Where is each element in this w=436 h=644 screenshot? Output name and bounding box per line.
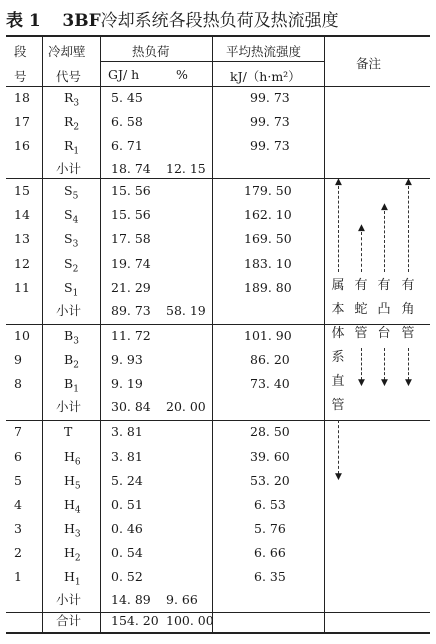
row-wall-code: $H_2$ [64,545,81,564]
row-wall-code-subscript: 3 [73,98,80,109]
arrow-up-icon: ▲ [358,223,365,233]
row-heat-flux: 101. 90 [244,328,292,343]
row-wall-code: $B_2$ [64,352,79,371]
row-heat-load-gj: 15. 56 [111,207,151,222]
col-divider-2 [100,36,101,632]
row-wall-code: $H_4$ [64,497,81,516]
remark-char: 直 [331,374,345,389]
row-heat-load-gj: 89. 73 [111,303,151,318]
row-wall-code: 小计 [56,161,82,176]
row-heat-flux: 73. 40 [250,376,290,391]
header-no-bottom: 号 [14,69,27,84]
row-heat-load-gj: 0. 51 [111,497,143,512]
row-heat-load-gj: 6. 71 [111,138,143,153]
arrow-down-icon: ▼ [405,378,412,388]
row-heat-load-pct: 20. 00 [166,399,206,414]
row-heat-flux: 169. 50 [244,231,292,246]
row-heat-load-gj: 17. 58 [111,231,151,246]
row-heat-flux: 162. 10 [244,207,292,222]
row-wall-code-subscript: 1 [74,577,81,588]
row-wall-code: $H_6$ [64,449,81,468]
row-wall-code: T [64,424,73,439]
row-segment-no: 17 [14,114,30,129]
row-heat-flux: 183. 10 [244,256,292,271]
row-heat-load-pct: 100. 00 [166,613,214,628]
group-rule-1 [6,178,430,179]
row-heat-load-gj: 5. 24 [111,473,143,488]
row-heat-load-gj: 0. 52 [111,569,143,584]
row-heat-load-gj: 14. 89 [111,592,151,607]
remark-char: 有 [354,278,368,293]
header-load: 热负荷 [132,44,170,59]
remark-char: 属 [331,278,345,293]
remark-char: 角 [401,302,415,317]
row-segment-no: 18 [14,90,30,105]
row-heat-flux: 189. 80 [244,280,292,295]
row-heat-load-gj: 30. 84 [111,399,151,414]
row-wall-code-subscript: 4 [74,505,81,516]
row-wall-code: 小计 [56,399,82,414]
row-wall-code: $B_1$ [64,376,79,395]
bottom-rule [6,632,430,634]
row-wall-code: $R_3$ [64,90,80,109]
row-wall-code: $H_3$ [64,521,81,540]
remark-char: 体 [331,326,345,341]
arrow-down-icon: ▼ [358,378,365,388]
row-heat-load-gj: 3. 81 [111,424,143,439]
row-segment-no: 11 [14,280,30,295]
header-wall-top: 冷却壁 [48,44,86,59]
row-heat-flux: 5. 76 [254,521,286,536]
header-remark: 备注 [356,56,382,71]
remark-char: 蛇 [354,302,368,317]
row-wall-code-subscript: 1 [73,146,80,157]
row-segment-no: 10 [14,328,30,343]
row-heat-flux: 179. 50 [244,183,292,198]
header-bottom-rule [6,86,430,87]
row-segment-no: 12 [14,256,30,271]
header-flux: 平均热流强度 [226,44,302,59]
row-wall-code-subscript: 5 [74,481,81,492]
row-wall-code-subscript: 2 [74,553,81,564]
row-wall-code: $R_2$ [64,114,80,133]
remark-char: 有 [401,278,415,293]
row-wall-code: $B_3$ [64,328,79,347]
row-wall-code: $H_5$ [64,473,81,492]
header-no-top: 段 [14,44,27,59]
row-segment-no: 6 [14,449,22,464]
row-heat-load-gj: 11. 72 [111,328,151,343]
row-wall-code-subscript: 5 [72,191,79,202]
row-heat-load-gj: 0. 54 [111,545,143,560]
header-flux-unit: kJ/（h·m²） [230,69,301,84]
row-wall-code-subscript: 3 [74,529,81,540]
row-heat-load-gj: 3. 81 [111,449,143,464]
row-heat-flux: 6. 53 [254,497,286,512]
title-text: 冷却系统各段热负荷及热流强度 [100,11,339,31]
row-wall-code-subscript: 2 [72,264,79,275]
row-heat-load-gj: 5. 45 [111,90,143,105]
row-segment-no: 2 [14,545,22,560]
row-segment-no: 1 [14,569,22,584]
row-heat-flux: 39. 60 [250,449,290,464]
col-divider-1 [42,36,43,632]
row-wall-code-subscript: 6 [74,457,81,468]
col-divider-4 [324,36,325,632]
arrow-down-icon: ▼ [335,472,342,482]
row-heat-flux: 99. 73 [250,138,290,153]
remark-char: 凸 [377,302,391,317]
remark-char: 管 [331,398,345,413]
row-segment-no: 4 [14,497,22,512]
arrow-up-icon: ▲ [335,177,342,187]
remark-char: 本 [331,302,345,317]
row-heat-flux: 86. 20 [250,352,290,367]
remark-char: 管 [401,326,415,341]
remark-char: 有 [377,278,391,293]
row-segment-no: 8 [14,376,22,391]
row-heat-load-gj: 0. 46 [111,521,143,536]
row-wall-code: $R_1$ [64,138,80,157]
row-heat-load-pct: 12. 15 [166,161,206,176]
row-heat-load-gj: 9. 19 [111,376,143,391]
row-heat-load-gj: 19. 74 [111,256,151,271]
row-wall-code-subscript: 4 [72,215,79,226]
remark-char: 系 [331,350,345,365]
row-wall-code: 小计 [56,592,82,607]
row-wall-code-subscript: 3 [72,239,79,250]
row-heat-flux: 99. 73 [250,90,290,105]
row-heat-load-gj: 18. 74 [111,161,151,176]
row-wall-code: $S_5$ [64,183,79,202]
table-label: 表 1 [6,11,41,31]
row-heat-load-gj: 21. 29 [111,280,151,295]
row-segment-no: 3 [14,521,22,536]
row-heat-flux: 28. 50 [250,424,290,439]
title-prefix: 3BF [62,11,101,31]
row-segment-no: 14 [14,207,30,222]
row-heat-flux: 53. 20 [250,473,290,488]
row-wall-code: $S_2$ [64,256,79,275]
row-wall-code-subscript: 1 [73,384,79,395]
row-heat-load-gj: 15. 56 [111,183,151,198]
remark-char: 台 [377,326,391,341]
row-segment-no: 7 [14,424,22,439]
header-wall-bottom: 代号 [56,69,82,84]
row-heat-flux: 99. 73 [250,114,290,129]
row-heat-load-gj: 9. 93 [111,352,143,367]
row-wall-code-subscript: 3 [73,336,79,347]
arrow-down-icon: ▼ [381,378,388,388]
row-segment-no: 16 [14,138,30,153]
row-wall-code: $H_1$ [64,569,81,588]
row-heat-load-pct: 9. 66 [166,592,198,607]
col-divider-3 [212,36,213,632]
row-heat-load-gj: 154. 20 [111,613,159,628]
row-wall-code: 小计 [56,303,82,318]
row-wall-code-subscript: 1 [72,288,79,299]
row-heat-flux: 6. 35 [254,569,286,584]
header-load-unit-pct: % [176,67,188,82]
row-wall-code: $S_4$ [64,207,79,226]
row-heat-flux: 6. 66 [254,545,286,560]
header-load-unit-gj: GJ/ h [108,67,140,82]
arrow-up-icon: ▲ [405,177,412,187]
group-rule-3 [6,420,430,421]
row-wall-code: 合计 [56,613,82,628]
row-segment-no: 15 [14,183,30,198]
row-segment-no: 9 [14,352,22,367]
row-segment-no: 5 [14,473,22,488]
row-segment-no: 13 [14,231,30,246]
row-wall-code-subscript: 2 [73,360,79,371]
table-title [6,6,339,31]
row-heat-load-gj: 6. 58 [111,114,143,129]
top-rule [6,35,430,37]
remark-char: 管 [354,326,368,341]
row-wall-code: $S_3$ [64,231,79,250]
row-wall-code: $S_1$ [64,280,79,299]
row-heat-load-pct: 58. 19 [166,303,206,318]
row-wall-code-subscript: 2 [73,122,80,133]
arrow-up-icon: ▲ [381,202,388,212]
